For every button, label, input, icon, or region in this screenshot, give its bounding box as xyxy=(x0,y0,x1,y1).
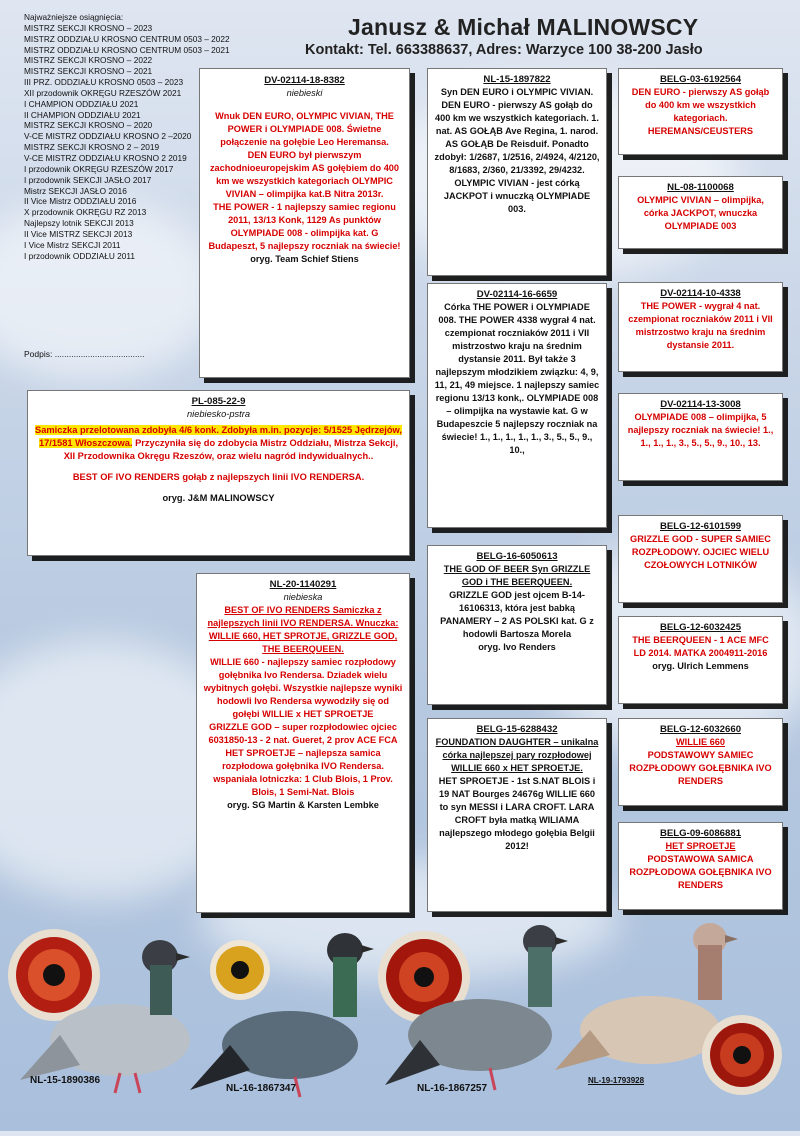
achievement-item: XII przodownik OKRĘGU RZESZÓW 2021 xyxy=(24,87,182,98)
breeder-name: Janusz & Michał MALINOWSCY xyxy=(348,14,699,40)
signature-line: Podpis: ...................................... xyxy=(24,349,145,359)
card-ddd xyxy=(618,822,783,910)
main-origin: oryg. J&M MALINOWSCY xyxy=(162,493,275,503)
eye-photo-4 xyxy=(702,1015,782,1095)
dss-text: GRIZZLE GOD - SUPER SAMIEC ROZPŁODOWY. OJCIEC WIELU CZOŁOWYCH LOTNIKÓW xyxy=(630,534,771,570)
achievement-item: MISTRZ ODDZIAŁU KROSNO CENTRUM 0503 – 2022 xyxy=(24,33,230,44)
color-label: niebiesko-pstra xyxy=(186,409,251,419)
ring-number: BELG-12-6032660 xyxy=(659,724,742,735)
achievement-item: X przodownik OKRĘGU RZ 2013 xyxy=(24,207,147,218)
achievement-item: Najlepszy lotnik SEKCJI 2013 xyxy=(24,218,134,229)
breeder-contact: Kontakt: Tel. 663388637, Adres: Warzyce 100 38-200 Jasło xyxy=(305,42,703,58)
eye-photo-1 xyxy=(8,929,100,1021)
ring-number: NL-08-1100068 xyxy=(667,182,734,193)
ring-number: BELG-12-6101599 xyxy=(659,521,742,532)
ds-text: GRIZZLE GOD jest ojcem B-14-16106313, która jest babką PANAMERY – 2 AS POLSKI kat. G z hodowli Bartosza Morela xyxy=(440,590,594,639)
sdd-text: OLYMPIADE 008 – olimpijka, 5 najlepszy roczniak na świecie! 1., 1., 1., 1., 3., 5., 5., 9., 10., 13. xyxy=(627,412,774,448)
achievements-title: Najważniejsze osiągnięcia: xyxy=(24,12,124,22)
main-lineage: BEST OF IVO RENDERS gołąb z najlepszych linii IVO RENDERSA. xyxy=(72,472,365,482)
achievement-item: Mistrz SEKCJI JASŁO 2016 xyxy=(24,185,127,196)
photo-label-2: NL-16-1867347 xyxy=(226,1083,297,1094)
ring-number: BELG-16-6050613 xyxy=(476,551,558,562)
ring-number: DV-02114-16-6659 xyxy=(476,289,558,300)
pigeon-photos xyxy=(0,905,800,1131)
pigeon-illustrations xyxy=(0,905,800,1131)
card-ssd xyxy=(618,176,783,249)
card-dam xyxy=(196,573,410,913)
sire-text-4: OLYMPIADE 008 - olimpijka kat. G Budapeszt, 5 najlepszy roczniak na świecie! xyxy=(208,228,401,251)
eye-photo-2 xyxy=(210,940,270,1000)
ddd-name: HET SPROETJE xyxy=(665,841,736,851)
card-dsd xyxy=(618,616,783,704)
ring-number: BELG-12-6032425 xyxy=(659,622,742,633)
sire-origin: oryg. Team Schief Stiens xyxy=(250,254,359,264)
card-dam-dam xyxy=(427,718,607,912)
achievement-item: I przodownik SEKCJI JASŁO 2017 xyxy=(24,174,152,185)
ss-text: Syn DEN EURO i OLYMPIC VIVIAN. DEN EURO - pierwszy AS gołąb do 400 km we wszystkich kategoriach. 1. nat. AS GOŁĄB Ave Regina, 1. narod. AS GOŁĄB De Reisduif. Ponadto zdobył: 1/2687, 1/2516, 2/4924, 4/2120, 8/1683, 2/360, 21/3392, 29/4232. OLYMPIC VIVIAN - jest córką JACKPOT i wnuczką OLYMPIADE 003. xyxy=(434,87,600,214)
photo-label-1: NL-15-1890386 xyxy=(30,1075,101,1086)
ring-number: BELG-09-6086881 xyxy=(659,828,742,839)
photo-label-4: NL-19-1793928 xyxy=(588,1076,645,1085)
achievement-item: MISTRZ SEKCJI KROSNO – 2023 xyxy=(24,22,153,33)
dam-text-1: BEST OF IVO RENDERS Samiczka z najlepszych linii IVO RENDERSA. Wnuczka: WILLIE 660, HET SPROTJE, GRIZZLE GOD, THE BEERQUEEN. xyxy=(207,605,399,654)
card-dds xyxy=(618,718,783,806)
dam-origin: oryg. SG Martin & Karsten Lembke xyxy=(227,800,379,810)
achievement-item: II Vice Mistrz ODDZIAŁU 2016 xyxy=(24,196,137,207)
dd-text: HET SPROETJE - 1st S.NAT BLOIS i 19 NAT Bourges 24676g WILLIE 660 to syn MESSI i LARA CROFT. LARA CROFT była matką WILIAMA najlepszego młodego gołębia Belgii 2012! xyxy=(438,776,596,851)
dam-text-4: HET SPROETJE – najlepsza samica rozpłodowa gołębnika IVO Rendersa. wspaniała lotniczka: 1 Club Blois, 1 Prov. Blois, 1 Semi-Nat. Blois xyxy=(213,748,393,797)
main-achievements: Przyczyniła się do zdobycia Mistrz Oddziału, Mistrza Sekcji, XII Przodownika Okręgu Rzeszów, oraz wielu nagród indywidualnych.. xyxy=(63,438,399,461)
ring-number: DV-02114-10-4338 xyxy=(660,288,741,299)
achievement-item: II Vice MISTRZ SEKCJI 2013 xyxy=(24,228,133,239)
ring-number: NL-15-1897822 xyxy=(483,74,551,85)
achievement-item: V-CE MISTRZ ODDZIAŁU KROSNO 2 –2020 xyxy=(24,131,192,142)
dds-name: WILLIE 660 xyxy=(675,737,725,747)
achievement-item: I przodownik ODDZIAŁU 2011 xyxy=(24,250,135,261)
card-sire-sire xyxy=(427,68,607,276)
sire-text-2: DEN EURO był pierwszym zachodnioeuropejskim AS gołębiem do 400 km we wszystkich kategoriach OLYMPIC VIVIAN – olimpijka kat.B Nitra 2013r. xyxy=(209,150,400,199)
main-results: Samiczka przelotowana zdobyła 4/6 konk. Zdobyła m.in. pozycje: 5/1525 Jędrzejów, 17/1581 Włoszczowa. xyxy=(35,425,402,448)
card-dss xyxy=(618,515,783,603)
ring-number: DV-02114-18-8382 xyxy=(264,75,345,86)
achievement-item: III PRZ. ODDZIAŁU KROSNO 0503 – 2023 xyxy=(24,77,184,88)
card-sds xyxy=(618,282,783,372)
card-dam-sire xyxy=(427,545,607,705)
ssd-text: OLYMPIC VIVIAN – olimpijka, córka JACKPOT, wnuczka OLYMPIADE 003 xyxy=(637,195,764,231)
achievement-item: I CHAMPION ODDZIAŁU 2021 xyxy=(24,98,139,109)
ring-number: PL-085-22-9 xyxy=(191,396,246,407)
dsd-origin: oryg. Ulrich Lemmens xyxy=(652,661,749,671)
achievement-item: I Vice Mistrz SEKCJI 2011 xyxy=(24,239,121,250)
sds-text: THE POWER - wygrał 4 nat. czempionat roczniaków 2011 i VII mistrzostwo kraju na średnim dystansie 2011. xyxy=(628,301,773,350)
sd-text: Córka THE POWER i OLYMPIADE 008. THE POWER 4338 wygrał 4 nat. czempionat roczniaków 2011 i VII mistrzostwo kraju na średnim dystansie 2011. Był także 3 najlepszym młodzikiem związku: 4, 9, 11, 21, 49 miejsce. 1 najlepszy samiec regionu 13/13 konk,. OLYMPIADE 008 – olimpijka na wystawie kat. G w Budapeszcie 5 najlepszy roczniak na świecie! 1., 1., 1., 1., 1., 3., 5., 5., 9., 10., xyxy=(434,302,600,455)
ring-number: DV-02114-13-3008 xyxy=(660,399,741,410)
achievement-item: V-CE MISTRZ ODDZIAŁU KROSNO 2 2019 xyxy=(24,152,187,163)
dsd-text: THE BEERQUEEN - 1 ACE MFC LD 2014. MATKA 2004911-2016 xyxy=(632,635,769,658)
dds-text: PODSTAWOWY SAMIEC ROZPŁODOWY GOŁĘBNIKA IVO RENDERS xyxy=(629,750,772,786)
ring-number: NL-20-1140291 xyxy=(269,579,337,590)
dam-text-2: WILLIE 660 - najlepszy samiec rozpłodowy gołębnika Ivo Rendersa. Dziadek wielu wybitnych gołębi. Wszystkie najlepsze wyniki hodowli Ivo Rendersa wywodziły się od gołębi WILLIE x HET SPROETJE xyxy=(203,657,403,719)
achievement-item: MISTRZ ODDZIAŁU KROSNO CENTRUM 0503 – 2021 xyxy=(24,44,230,55)
achievement-item: MISTRZ SEKCJI KROSNO – 2020 xyxy=(24,120,153,131)
achievement-item: MISTRZ SEKCJI KROSNO – 2022 xyxy=(24,55,153,66)
achievement-item: MISTRZ SEKCJI KROSNO 2 – 2019 xyxy=(24,142,160,153)
dd-title: FOUNDATION DAUGHTER – unikalna córka najlepszej pary rozpłodowej WILLIE 660 x HET SPROETJE. xyxy=(435,737,599,773)
card-sdd xyxy=(618,393,783,481)
sire-text-3: THE POWER - 1 najlepszy samiec regionu 2011, 13/13 Konk, 1129 As punktów xyxy=(213,202,396,225)
card-sire-dam xyxy=(427,283,607,528)
card-sss xyxy=(618,68,783,155)
sss-text: DEN EURO - pierwszy AS gołąb do 400 km we wszystkich kategoriach. HEREMANS/CEUSTERS xyxy=(631,87,770,136)
dam-text-3: GRIZZLE GOD – super rozpłodowiec ojciec 6031850-13 - 2 nat. Gueret, 2 prov ACE FCA xyxy=(208,722,398,745)
ds-origin: oryg. Ivo Renders xyxy=(478,642,556,652)
ddd-text: PODSTAWOWA SAMICA ROZPŁODOWA GOŁĘBNIKA IVO RENDERS xyxy=(629,854,772,890)
photo-label-3: NL-16-1867257 xyxy=(417,1083,488,1094)
ds-title: THE GOD OF BEER Syn GRIZZLE GOD i THE BEERQUEEN. xyxy=(443,564,591,587)
color-label: niebieska xyxy=(283,592,323,602)
achievement-item: I przodownik OKRĘGU RZESZÓW 2017 xyxy=(24,163,174,174)
ring-number: BELG-03-6192564 xyxy=(659,74,742,85)
achievement-item: II CHAMPION ODDZIAŁU 2021 xyxy=(24,109,141,120)
achievement-item: MISTRZ SEKCJI KROSNO – 2021 xyxy=(24,66,153,77)
color-label: niebieski xyxy=(286,88,323,98)
card-sire xyxy=(199,68,410,378)
card-main-pigeon xyxy=(27,390,410,556)
sire-text-1: Wnuk DEN EURO, OLYMPIC VIVIAN, THE POWER i OLYMPIADE 008. Świetne połączenie na gołębie Leo Heremansa. xyxy=(215,111,394,147)
ring-number: BELG-15-6288432 xyxy=(476,724,558,735)
